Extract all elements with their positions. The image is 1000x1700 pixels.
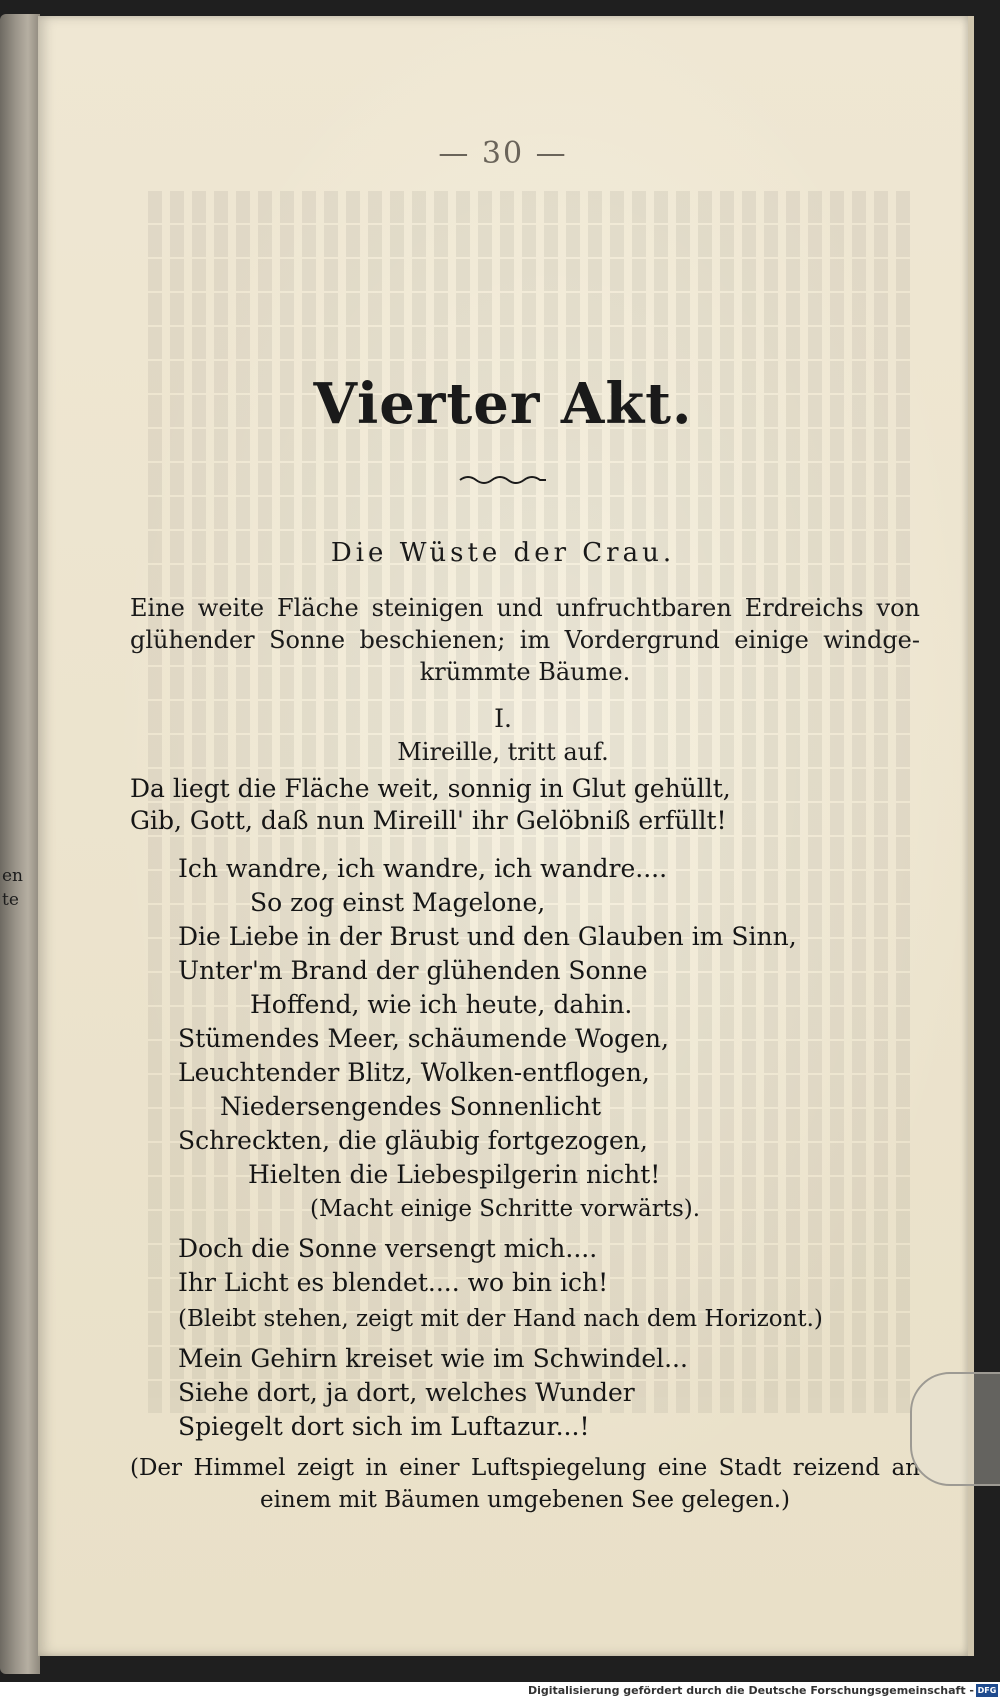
verse-line: Hielten die Liebespilgerin nicht! [248, 1160, 661, 1189]
verse-line: Doch die Sonne versengt mich.... [178, 1234, 598, 1263]
previous-page-edge [0, 14, 40, 1674]
verse-line: Stümendes Meer, schäumende Wogen, [178, 1024, 669, 1053]
verse-line: Gib, Gott, daß nun Mireill' ihr Gelöbniß erfüllt! [130, 806, 727, 835]
verse-line: Da liegt die Fläche weit, sonnig in Glut gehüllt, [130, 774, 731, 803]
stage-description: Eine weite Fläche steinigen und unfruchtbaren Erdreichs von glühender Sonne beschienen; im Vordergrund einige windge-krümmte Bäume. [130, 594, 920, 686]
verse-line: Ihr Licht es blendet.... wo bin ich! [178, 1268, 609, 1297]
edge-text-line: en [2, 866, 24, 886]
verse-line: Die Liebe in der Brust und den Glauben im Sinn, [178, 922, 797, 951]
stage-direction: (Bleibt stehen, zeigt mit der Hand nach dem Horizont.) [178, 1306, 823, 1332]
previous-page-text [2, 864, 23, 912]
verse-line: So zog einst Magelone, [250, 888, 546, 917]
act-title: Vierter Akt. [313, 371, 693, 437]
stage-direction-final: (Der Himmel zeigt in einer Luftspiegelung eine Stadt reizend an einem mit Bäumen umgebenen See gelegen.) [130, 1455, 920, 1513]
verse-line: Schreckten, die gläubig fortgezogen, [178, 1126, 648, 1155]
verse-line: Hoffend, wie ich heute, dahin. [250, 990, 633, 1019]
book-page [38, 16, 974, 1656]
verse-line: Siehe dort, ja dort, welches Wunder [178, 1378, 635, 1407]
dfg-logo: DFG [977, 1686, 997, 1695]
verse-line: Unter'm Brand der glühenden Sonne [178, 956, 648, 985]
verse-line: Niedersengendes Sonnenlicht [220, 1092, 602, 1121]
verse-line: Leuchtender Blitz, Wolken-entflogen, [178, 1058, 650, 1087]
verse-line: Mein Gehirn kreiset wie im Schwindel... [178, 1344, 688, 1373]
scene-number: I. [494, 704, 512, 733]
page-clip [910, 1372, 1000, 1486]
stage-direction: (Macht einige Schritte vorwärts). [310, 1196, 701, 1222]
title-ornament [458, 472, 548, 486]
scene-place: Die Wüste der Crau. [330, 538, 676, 568]
edge-text-line: te [2, 890, 19, 910]
verse-line: Ich wandre, ich wandre, ich wandre.... [178, 854, 668, 883]
footer-credit: Digitalisierung gefördert durch die Deutsche Forschungsgemeinschaft - [527, 1684, 974, 1697]
page-number: — 30 — [438, 136, 568, 171]
verse-line: Spiegelt dort sich im Luftazur...! [178, 1412, 590, 1441]
speaker-line: Mireille, tritt auf. [397, 738, 609, 766]
